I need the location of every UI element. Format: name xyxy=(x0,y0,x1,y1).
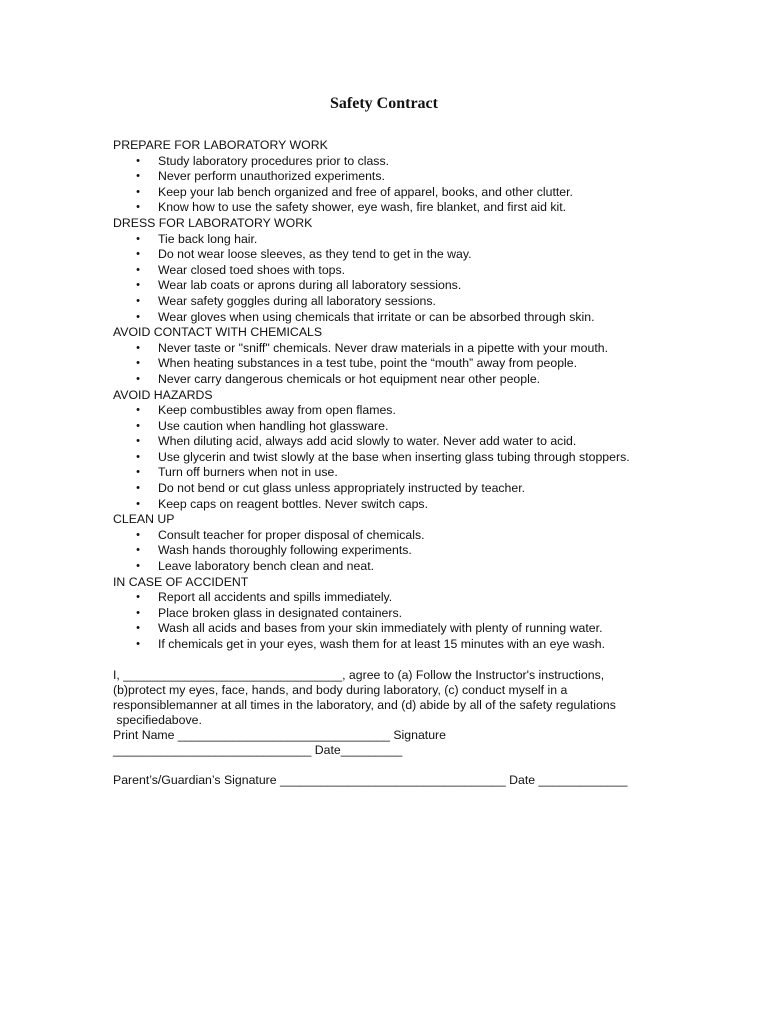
list-item-text: When diluting acid, always add acid slowly to water. Never add water to acid. xyxy=(158,434,577,449)
list-item-text: Know how to use the safety shower, eye wash, fire blanket, and first aid kit. xyxy=(158,200,567,215)
bullet-icon: • xyxy=(136,606,140,619)
list-item xyxy=(113,278,673,294)
section-heading: DRESS FOR LABORATORY WORK xyxy=(113,215,313,230)
list-item-text: Wear lab coats or aprons during all laboratory sessions. xyxy=(158,278,462,293)
agreement-line: (b)protect my eyes, face, hands, and body during laboratory, (c) conduct myself in a xyxy=(113,683,568,697)
list-item-text: Keep caps on reagent bottles. Never switch caps. xyxy=(158,496,428,511)
agreement-line: specifiedabove. xyxy=(113,713,202,727)
bullet-icon: • xyxy=(136,450,140,463)
list-item xyxy=(113,247,673,263)
bullet-icon: • xyxy=(136,170,140,183)
list-item xyxy=(113,200,673,216)
list-item xyxy=(113,419,673,435)
list-item xyxy=(113,481,673,497)
list-item xyxy=(113,341,673,357)
list-item-text: Keep your lab bench organized and free of apparel, books, and other clutter. xyxy=(158,184,573,199)
list-item-text: Place broken glass in designated containers. xyxy=(158,605,403,620)
signature-date-line: _____________________________ Date_________ xyxy=(113,743,403,757)
list-item xyxy=(113,294,673,310)
bullet-icon: • xyxy=(136,544,140,557)
bullet-icon: • xyxy=(136,185,140,198)
bullet-icon: • xyxy=(136,372,140,385)
bullet-icon: • xyxy=(136,435,140,448)
bullet-icon: • xyxy=(136,232,140,245)
bullet-icon: • xyxy=(136,310,140,323)
list-item-text: Wash hands thoroughly following experiments. xyxy=(158,543,412,558)
agreement-line: I, ________________________________, agree to (a) Follow the Instructor's instructions, xyxy=(113,668,605,682)
list-item xyxy=(113,606,673,622)
bullet-icon: • xyxy=(136,294,140,307)
bullet-icon: • xyxy=(136,560,140,573)
bullet-icon: • xyxy=(136,497,140,510)
section-list xyxy=(113,341,673,388)
agreement-block xyxy=(113,668,653,758)
section-list xyxy=(113,232,673,326)
section-list xyxy=(113,590,673,652)
print-name-line: Print Name _______________________________ Signature xyxy=(113,728,446,742)
list-item-text: Use caution when handling hot glassware. xyxy=(158,418,389,433)
list-item-text: When heating substances in a test tube, point the “mouth” away from people. xyxy=(158,356,578,371)
parent-signature-line: Parent’s/Guardian’s Signature _________________________________ Date _____________ xyxy=(113,773,628,787)
list-item xyxy=(113,185,673,201)
list-item xyxy=(113,559,673,575)
list-item xyxy=(113,356,673,372)
list-item-text: Leave laboratory bench clean and neat. xyxy=(158,559,375,574)
section-heading: AVOID CONTACT WITH CHEMICALS xyxy=(113,325,323,340)
list-item xyxy=(113,232,673,248)
bullet-icon: • xyxy=(136,466,140,479)
list-item xyxy=(113,154,673,170)
bullet-icon: • xyxy=(136,638,140,650)
list-item xyxy=(113,590,673,606)
list-item-text: Do not bend or cut glass unless appropriately instructed by teacher. xyxy=(158,481,526,496)
list-item-text: Report all accidents and spills immediately. xyxy=(158,590,393,605)
list-item-text: Wash all acids and bases from your skin immediately with plenty of running water. xyxy=(158,621,603,636)
list-item xyxy=(113,403,673,419)
list-item-text: If chemicals get in your eyes, wash them for at least 15 minutes with an eye wash. xyxy=(158,637,605,651)
list-item xyxy=(113,310,673,326)
list-item-text: Wear gloves when using chemicals that irritate or can be absorbed through skin. xyxy=(158,309,595,324)
list-item xyxy=(113,434,673,450)
list-item xyxy=(113,263,673,279)
list-item-text: Never carry dangerous chemicals or hot equipment near other people. xyxy=(158,371,541,386)
bullet-icon: • xyxy=(136,357,140,370)
list-item xyxy=(113,450,673,466)
bullet-icon: • xyxy=(136,201,140,214)
list-item-text: Never taste or "sniff" chemicals. Never draw materials in a pipette with your mouth. xyxy=(158,340,609,355)
bullet-icon: • xyxy=(136,248,140,261)
section-list xyxy=(113,528,673,575)
bullet-icon: • xyxy=(136,419,140,432)
bullet-icon: • xyxy=(136,404,140,417)
list-item xyxy=(113,528,673,544)
section-heading: CLEAN UP xyxy=(113,512,175,527)
list-item xyxy=(113,169,673,185)
section-list xyxy=(113,154,673,216)
bullet-icon: • xyxy=(136,341,140,354)
section-heading: PREPARE FOR LABORATORY WORK xyxy=(113,138,328,152)
agreement-line: responsiblemanner at all times in the laboratory, and (d) abide by all of the safety regulations xyxy=(113,698,616,712)
list-item xyxy=(113,543,673,559)
list-item xyxy=(113,621,673,637)
section-heading: IN CASE OF ACCIDENT xyxy=(113,574,249,589)
section-heading: AVOID HAZARDS xyxy=(113,387,213,402)
bullet-icon: • xyxy=(136,154,140,167)
list-item-text: Turn off burners when not in use. xyxy=(158,465,338,480)
list-item-text: Do not wear loose sleeves, as they tend to get in the way. xyxy=(158,247,472,262)
list-item xyxy=(113,372,673,388)
bullet-icon: • xyxy=(136,279,140,292)
bullet-icon: • xyxy=(136,622,140,635)
list-item-text: Wear safety goggles during all laboratory sessions. xyxy=(158,293,436,308)
bullet-icon: • xyxy=(136,263,140,276)
list-item-text: Wear closed toed shoes with tops. xyxy=(158,262,346,277)
list-item-text: Consult teacher for proper disposal of chemicals. xyxy=(158,527,425,542)
bullet-icon: • xyxy=(136,591,140,604)
bullet-icon: • xyxy=(136,528,140,541)
contract-rules xyxy=(113,138,673,653)
list-item-text: Never perform unauthorized experiments. xyxy=(158,169,385,184)
document-title: Safety Contract xyxy=(330,95,438,112)
list-item-text: Tie back long hair. xyxy=(158,231,258,246)
list-item xyxy=(113,637,673,653)
list-item xyxy=(113,497,673,513)
list-item xyxy=(113,465,673,481)
list-item-text: Keep combustibles away from open flames. xyxy=(158,403,396,418)
bullet-icon: • xyxy=(136,482,140,495)
list-item-text: Study laboratory procedures prior to class. xyxy=(158,153,390,168)
list-item-text: Use glycerin and twist slowly at the base when inserting glass tubing through stoppers. xyxy=(158,449,630,464)
section-list xyxy=(113,403,673,512)
